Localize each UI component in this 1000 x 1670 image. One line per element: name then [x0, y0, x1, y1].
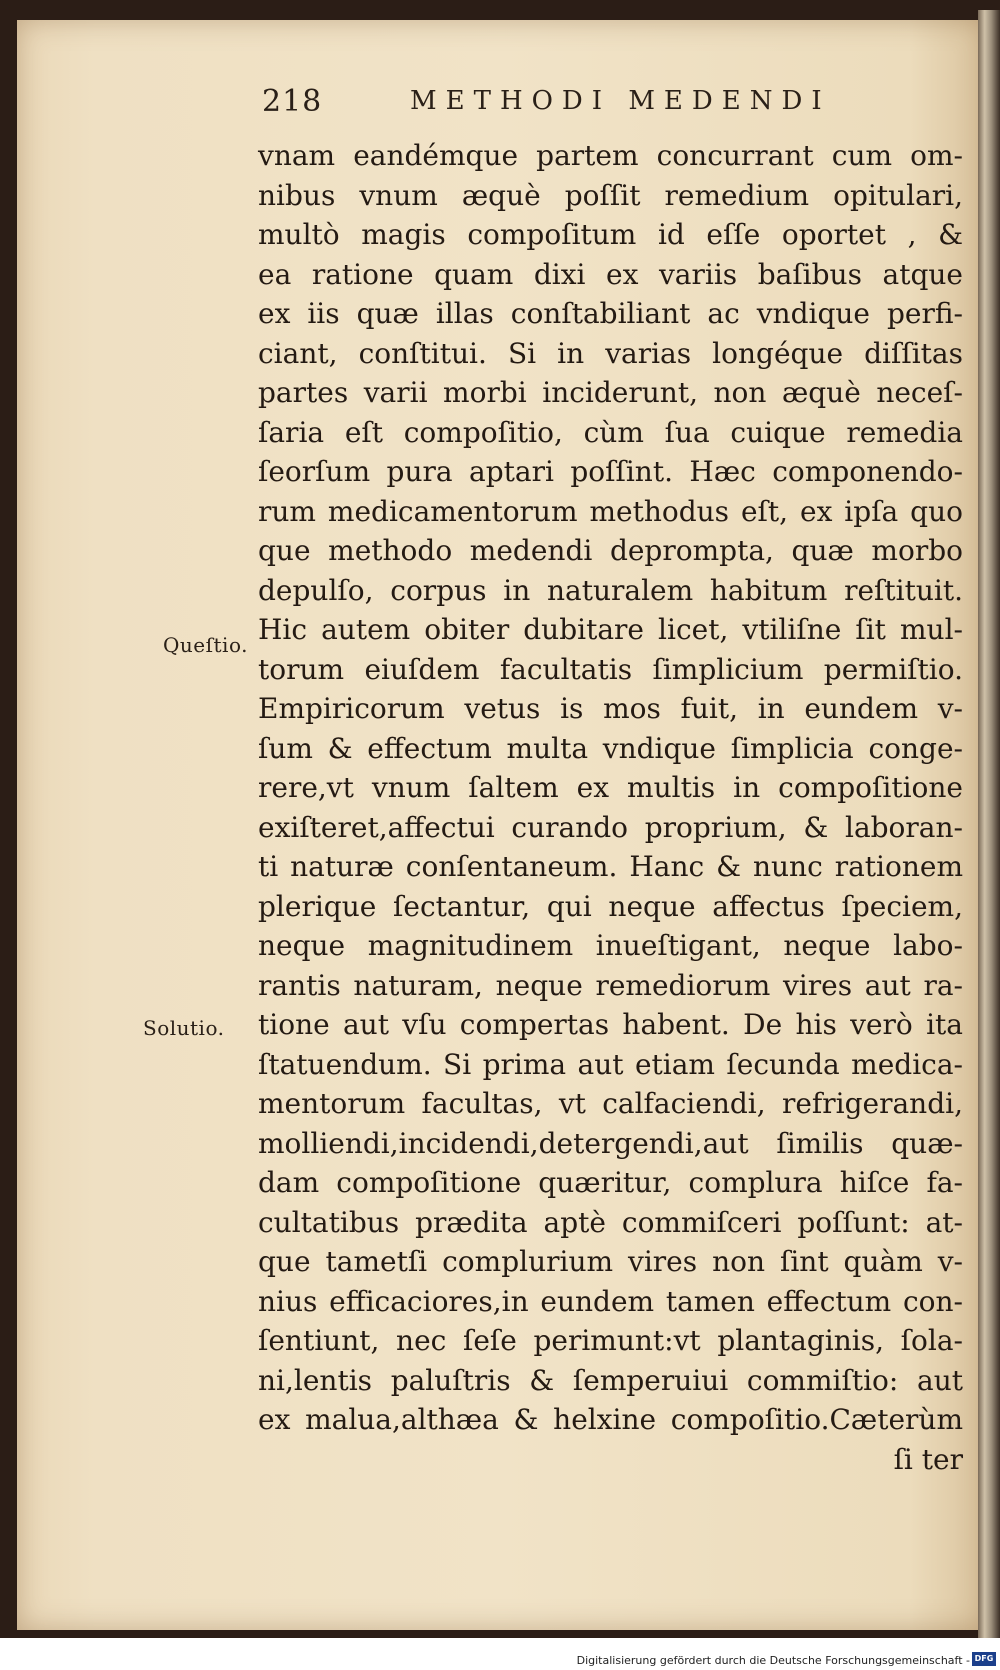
text-line: multò magis compoſitum id eſſe oportet , & [258, 218, 963, 251]
body-text [258, 136, 963, 1479]
text-line: rum medicamentorum methodus eſt, ex ipſa quo [258, 494, 963, 528]
text-line: mentorum facultas, vt calfaciendi, refrigerandi, [258, 1087, 963, 1120]
text-line: nibus vnum æquè poſſit remedium opitulari, [258, 178, 963, 212]
text-line: ni,lentis paluſtris & ſemperuiui commiſtio: aut [258, 1363, 963, 1397]
text-line: ſtatuendum. Si prima aut etiam ſecunda medica- [258, 1047, 963, 1081]
page-header [262, 84, 962, 124]
text-line: vnam eandémque partem concurrant cum om- [258, 139, 963, 172]
text-line: ti naturæ conſentaneum. Hanc & nunc rationem [258, 850, 963, 883]
text-line: tione aut vſu compertas habent. De his verò ita [258, 1008, 963, 1041]
page-number: 218 [262, 84, 323, 119]
text-line: ea ratione quam dixi ex variis baſibus atque [258, 257, 963, 291]
text-line: ſeorſum pura aptari poſſint. Hæc componendo- [258, 455, 963, 488]
text-line: dam compoſitione quæritur, complura hiſce fa- [258, 1166, 963, 1199]
margin-note-quaestio: Queſtio. [163, 633, 248, 657]
running-title: METHODI MEDENDI [410, 86, 831, 116]
text-line: molliendi,incidendi,detergendi,aut ſimilis quæ- [258, 1126, 963, 1160]
text-line: rantis naturam, neque remediorum vires aut ra- [258, 968, 963, 1002]
text-line: Hic autem obiter dubitare licet, vtiliſne ſit mul- [258, 613, 963, 646]
text-line: ex iis quæ illas conſtabiliant ac vndique perfi- [258, 297, 963, 330]
text-line: cultatibus prædita aptè commiſceri poſſunt: at- [258, 1205, 963, 1239]
text-line: que methodo medendi deprompta, quæ morbo [258, 534, 963, 567]
dfg-logo: DFG [972, 1652, 996, 1666]
funding-credit: Digitalisierung gefördert durch die Deutsche Forschungsgemeinschaft - [576, 1654, 970, 1667]
text-line: ſentiunt, nec ſeſe perimunt:vt plantaginis, ſola- [258, 1324, 963, 1357]
text-line: nius efficaciores,in eundem tamen effectum con- [258, 1284, 963, 1318]
text-line: plerique ſectantur, qui neque affectus ſpeciem, [258, 889, 963, 923]
text-line: depulſo, corpus in naturalem habitum reſtituit. [258, 573, 963, 607]
text-line: torum eiuſdem facultatis ſimplicium permiſtio. [258, 652, 963, 686]
catchword: ſi ter [893, 1442, 963, 1476]
text-line: ſaria eſt compoſitio, cùm ſua cuique remedia [258, 415, 963, 449]
text-line: rere,vt vnum ſaltem ex multis in compoſitione [258, 771, 963, 804]
margin-note-solutio: Solutio. [143, 1016, 225, 1040]
text-line: ciant, conſtitui. Si in varias longéque diſſitas [258, 336, 963, 370]
text-line: que tametſi complurium vires non ſint quàm v- [258, 1245, 963, 1278]
page-edge [978, 10, 1000, 1640]
text-line: ſum & effectum multa vndique ſimplicia conge- [258, 731, 963, 765]
text-line: neque magnitudinem inueſtigant, neque labo- [258, 929, 963, 962]
text-line: partes varii morbi inciderunt, non æquè neceſ- [258, 376, 963, 409]
text-line: exiſteret,affectui curando proprium, & laboran- [258, 810, 963, 844]
text-line: ex malua,althæa & helxine compoſitio.Cæterùm [258, 1403, 963, 1436]
text-line: Empiricorum vetus is mos fuit, in eundem v- [258, 692, 963, 725]
